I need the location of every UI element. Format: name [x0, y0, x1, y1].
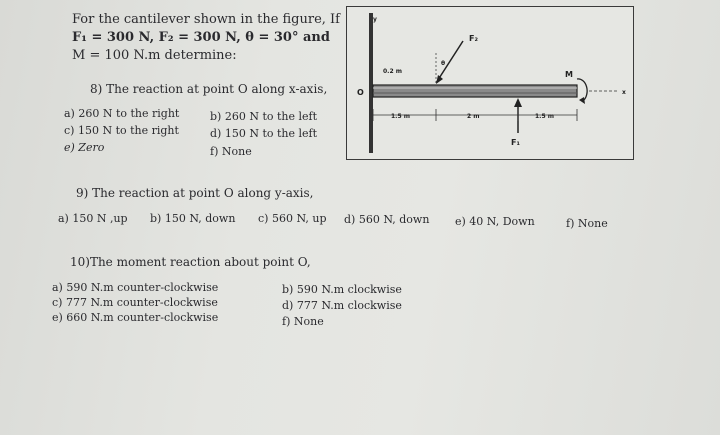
q8-option-f: f) None: [210, 145, 252, 158]
q9-option-f: f) None: [566, 217, 608, 230]
label-point-o: O: [357, 88, 364, 97]
cantilever-figure: [346, 6, 634, 160]
label-m: M: [565, 70, 573, 79]
q9-option-d: d) 560 N, down: [344, 213, 430, 226]
q10-option-c: c) 777 N.m counter-clockwise: [52, 296, 218, 309]
q9-question: 9) The reaction at point O along y-axis,: [76, 186, 314, 200]
q9-option-e: e) 40 N, Down: [455, 215, 535, 228]
problem-intro-line2: F₁ = 300 N, F₂ = 300 N, θ = 30° and: [72, 30, 330, 45]
problem-intro-line3: M = 100 N.m determine:: [72, 48, 237, 63]
label-f2: F₂: [469, 34, 478, 43]
dim-label-3: 1.5 m: [535, 113, 554, 120]
moment-arrow: [577, 79, 587, 101]
q10-option-d: d) 777 N.m clockwise: [282, 299, 402, 312]
q10-option-e: e) 660 N.m counter-clockwise: [52, 311, 219, 324]
label-theta: θ: [441, 60, 446, 67]
label-f1: F₁: [511, 138, 520, 147]
q9-option-b: b) 150 N, down: [150, 212, 236, 225]
cantilever-diagram: [347, 7, 635, 161]
label-y-axis: y: [373, 16, 377, 23]
q9-option-c: c) 560 N, up: [258, 212, 327, 225]
label-x-axis: x: [622, 89, 626, 96]
beam: [373, 85, 577, 97]
problem-intro-line1: For the cantilever shown in the figure, If: [72, 12, 340, 27]
q9-option-a: a) 150 N ,up: [58, 212, 128, 225]
q10-option-f: f) None: [282, 315, 324, 328]
label-beam-height: 0.2 m: [383, 68, 402, 75]
q8-option-b: b) 260 N to the left: [210, 110, 318, 123]
q8-question: 8) The reaction at point O along x-axis,: [90, 82, 328, 96]
q10-option-b: b) 590 N.m clockwise: [282, 283, 402, 296]
dim-label-2: 2 m: [467, 113, 480, 120]
q8-option-a: a) 260 N to the right: [64, 107, 180, 120]
q10-question: 10)The moment reaction about point O,: [70, 255, 311, 269]
q8-option-e: e) Zero: [64, 141, 105, 154]
q10-option-a: a) 590 N.m counter-clockwise: [52, 281, 219, 294]
q8-option-d: d) 150 N to the left: [210, 127, 318, 140]
dim-label-1: 1.5 m: [391, 113, 410, 120]
q8-option-c: c) 150 N to the right: [64, 124, 179, 137]
